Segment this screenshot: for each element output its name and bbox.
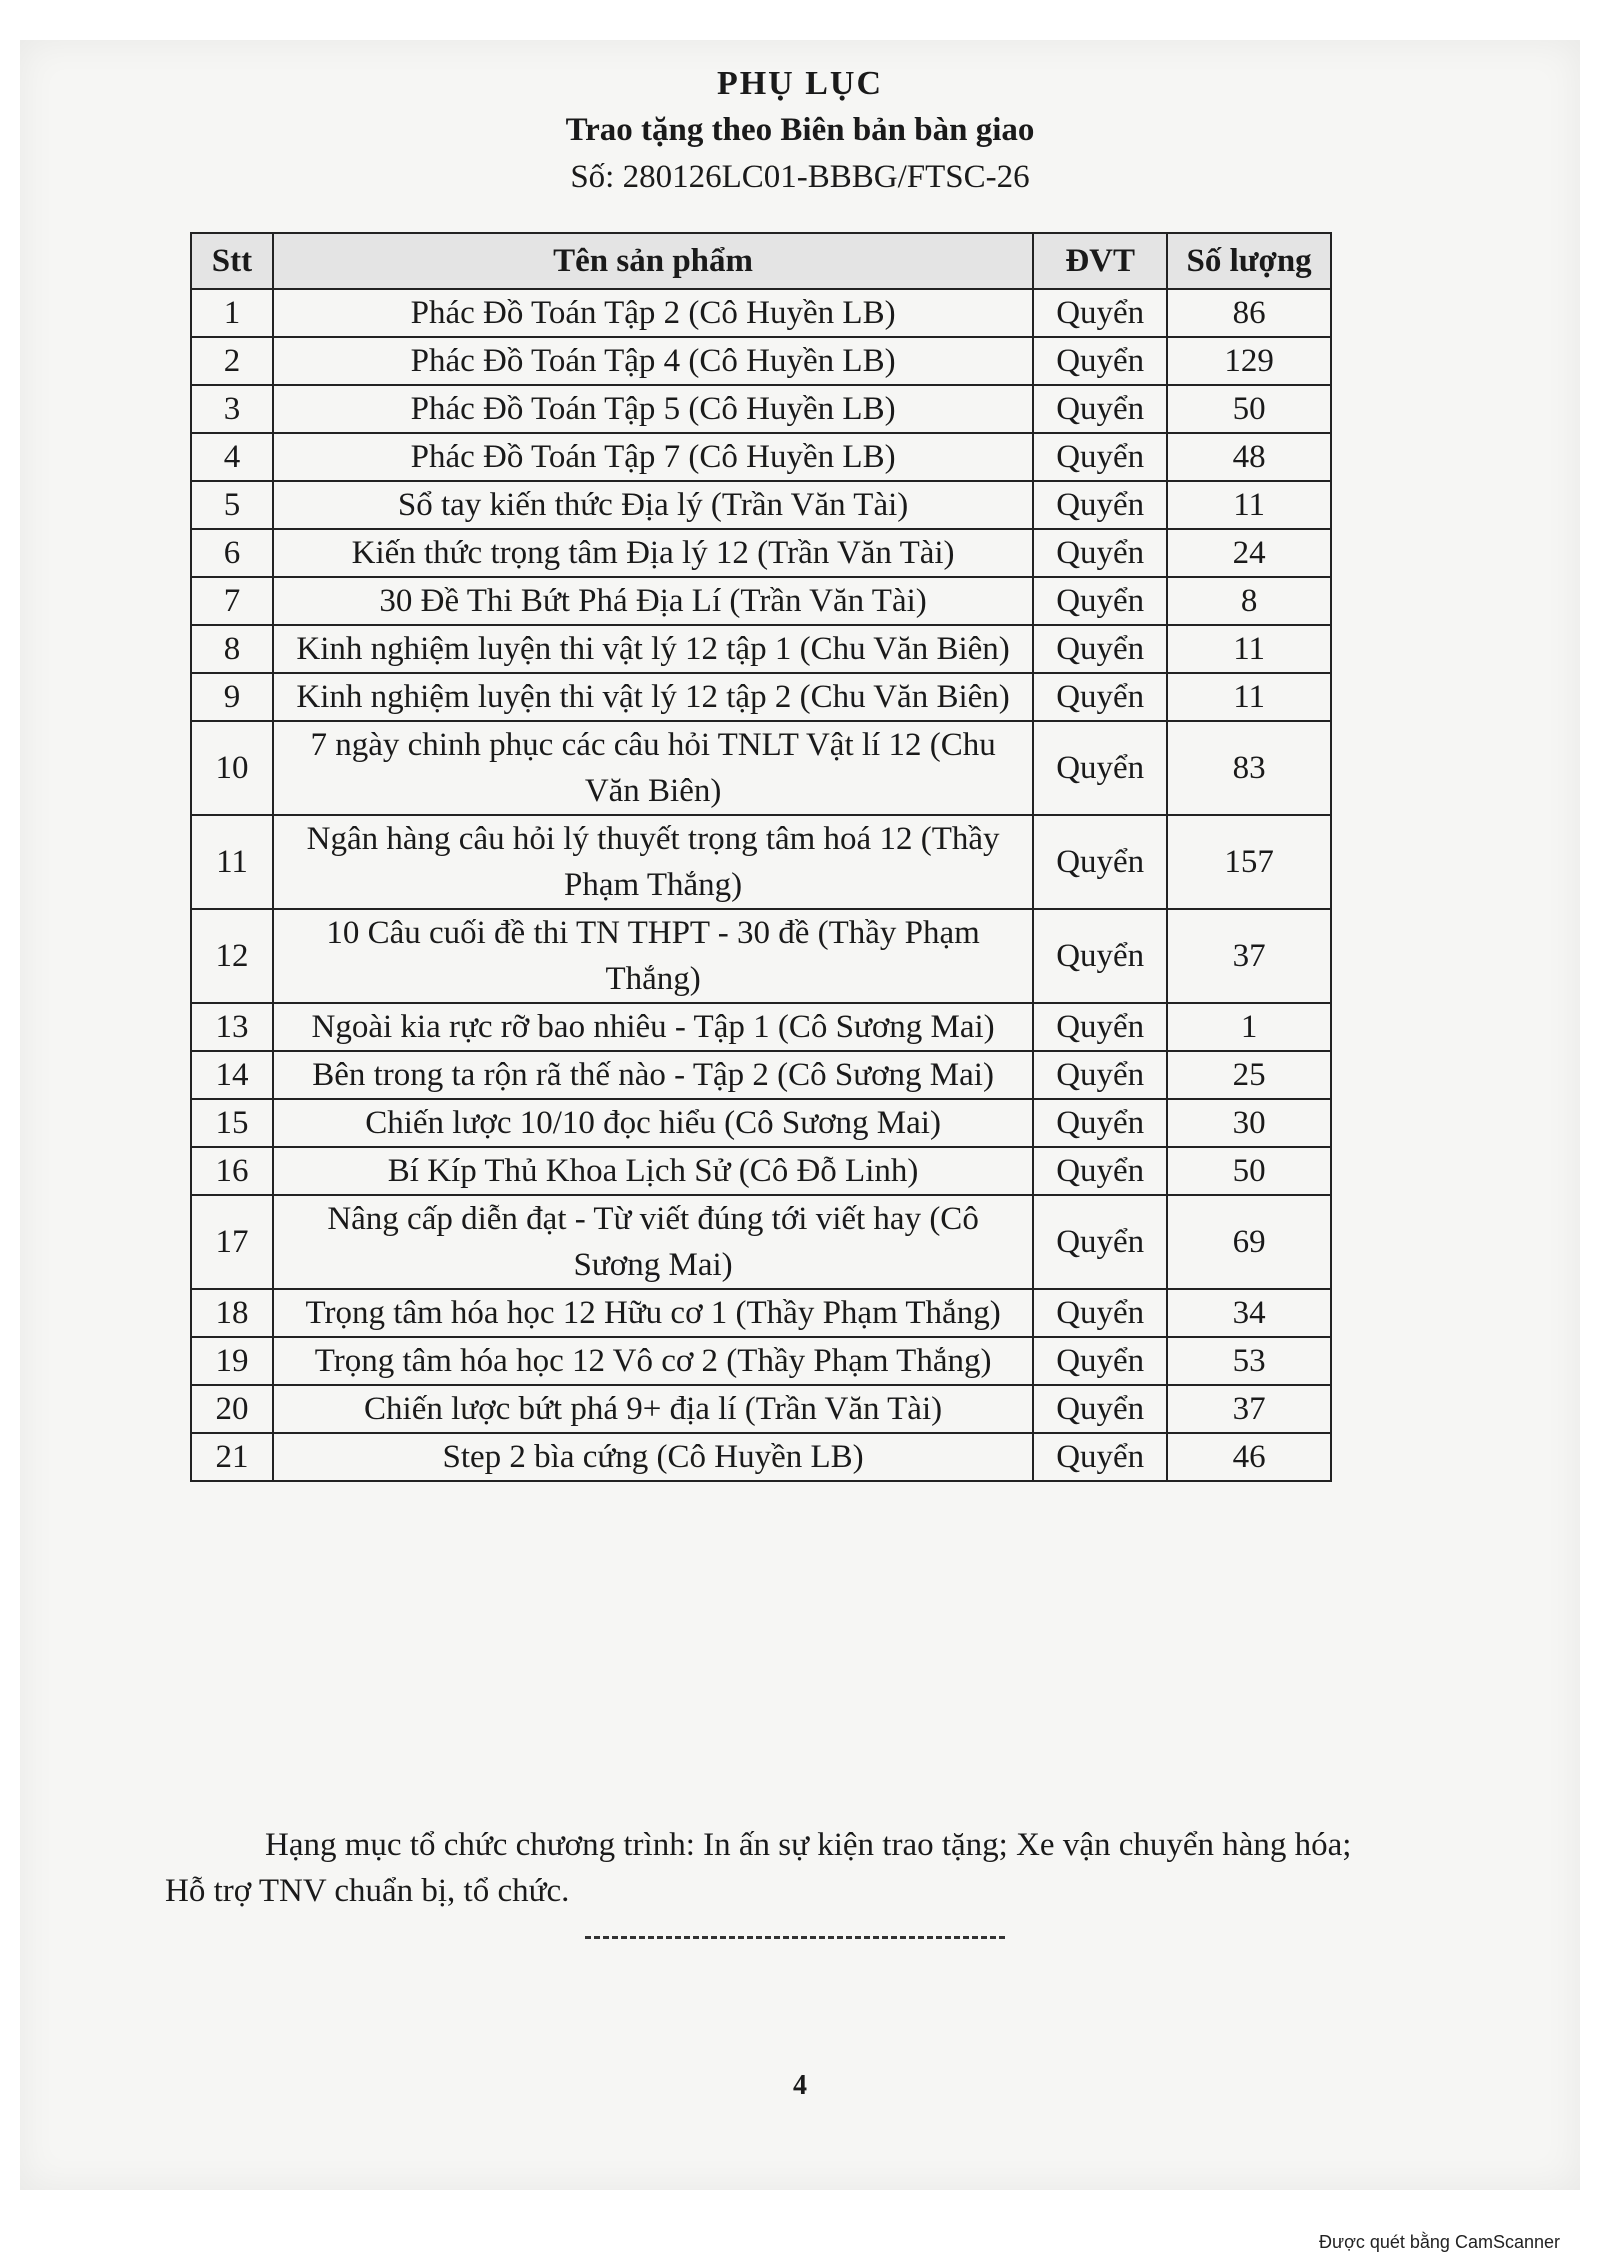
header-unit: ĐVT xyxy=(1033,233,1167,289)
cell-product-name: Trọng tâm hóa học 12 Vô cơ 2 (Thầy Phạm Thắng) xyxy=(273,1337,1033,1385)
cell-stt: 19 xyxy=(191,1337,273,1385)
cell-product-name: Trọng tâm hóa học 12 Hữu cơ 1 (Thầy Phạm Thắng) xyxy=(273,1289,1033,1337)
cell-product-name: Bí Kíp Thủ Khoa Lịch Sử (Cô Đỗ Linh) xyxy=(273,1147,1033,1195)
cell-stt: 11 xyxy=(191,815,273,909)
cell-unit: Quyển xyxy=(1033,1385,1167,1433)
table-row xyxy=(191,909,1331,1003)
table-row xyxy=(191,385,1331,433)
cell-unit: Quyển xyxy=(1033,721,1167,815)
page-number: 4 xyxy=(793,2070,807,2101)
scanner-watermark: Được quét bằng CamScanner xyxy=(1319,2232,1560,2252)
table-row xyxy=(191,529,1331,577)
cell-unit: Quyển xyxy=(1033,909,1167,1003)
table-row xyxy=(191,625,1331,673)
cell-unit: Quyển xyxy=(1033,1337,1167,1385)
cell-unit: Quyển xyxy=(1033,1051,1167,1099)
table-row xyxy=(191,1337,1331,1385)
table-row xyxy=(191,1289,1331,1337)
cell-quantity: 69 xyxy=(1167,1195,1331,1289)
cell-stt: 20 xyxy=(191,1385,273,1433)
document-number: Số: 280126LC01-BBBG/FTSC-26 xyxy=(570,159,1030,195)
product-table xyxy=(190,232,1332,1482)
cell-stt: 10 xyxy=(191,721,273,815)
table-row xyxy=(191,481,1331,529)
cell-product-name: Ngoài kia rực rỡ bao nhiêu - Tập 1 (Cô Sương Mai) xyxy=(273,1003,1033,1051)
cell-product-name: Chiến lược bứt phá 9+ địa lí (Trần Văn Tài) xyxy=(273,1385,1033,1433)
cell-product-name: Bên trong ta rộn rã thế nào - Tập 2 (Cô Sương Mai) xyxy=(273,1051,1033,1099)
table-row xyxy=(191,721,1331,815)
cell-product-name: Phác Đồ Toán Tập 4 (Cô Huyền LB) xyxy=(273,337,1033,385)
header-stt: Stt xyxy=(191,233,273,289)
cell-product-name: Ngân hàng câu hỏi lý thuyết trọng tâm hoá 12 (Thầy Phạm Thắng) xyxy=(273,815,1033,909)
cell-product-name: Kinh nghiệm luyện thi vật lý 12 tập 2 (Chu Văn Biên) xyxy=(273,673,1033,721)
cell-stt: 4 xyxy=(191,433,273,481)
cell-stt: 18 xyxy=(191,1289,273,1337)
table-row xyxy=(191,1433,1331,1481)
cell-unit: Quyển xyxy=(1033,1195,1167,1289)
cell-stt: 1 xyxy=(191,289,273,337)
cell-unit: Quyển xyxy=(1033,1003,1167,1051)
table-header-row xyxy=(191,233,1331,289)
cell-quantity: 11 xyxy=(1167,673,1331,721)
cell-stt: 16 xyxy=(191,1147,273,1195)
cell-stt: 9 xyxy=(191,673,273,721)
cell-quantity: 34 xyxy=(1167,1289,1331,1337)
cell-product-name: Step 2 bìa cứng (Cô Huyền LB) xyxy=(273,1433,1033,1481)
cell-product-name: Phác Đồ Toán Tập 5 (Cô Huyền LB) xyxy=(273,385,1033,433)
cell-quantity: 30 xyxy=(1167,1099,1331,1147)
cell-product-name: Sổ tay kiến thức Địa lý (Trần Văn Tài) xyxy=(273,481,1033,529)
table-body xyxy=(191,289,1331,1481)
cell-quantity: 37 xyxy=(1167,909,1331,1003)
cell-product-name: Kiến thức trọng tâm Địa lý 12 (Trần Văn Tài) xyxy=(273,529,1033,577)
cell-unit: Quyển xyxy=(1033,815,1167,909)
document-subtitle: Trao tặng theo Biên bản bàn giao xyxy=(565,112,1035,148)
cell-quantity: 48 xyxy=(1167,433,1331,481)
cell-stt: 5 xyxy=(191,481,273,529)
cell-quantity: 25 xyxy=(1167,1051,1331,1099)
cell-unit: Quyển xyxy=(1033,433,1167,481)
cell-quantity: 46 xyxy=(1167,1433,1331,1481)
cell-stt: 21 xyxy=(191,1433,273,1481)
program-note: Hạng mục tổ chức chương trình: In ấn sự kiện trao tặng; Xe vận chuyển hàng hóa; Hỗ trợ TNV chuẩn bị, tổ chức. xyxy=(165,1827,1352,1909)
cell-quantity: 50 xyxy=(1167,1147,1331,1195)
cell-unit: Quyển xyxy=(1033,529,1167,577)
table-row xyxy=(191,673,1331,721)
cell-quantity: 1 xyxy=(1167,1003,1331,1051)
cell-product-name: Phác Đồ Toán Tập 2 (Cô Huyền LB) xyxy=(273,289,1033,337)
cell-stt: 15 xyxy=(191,1099,273,1147)
cell-stt: 2 xyxy=(191,337,273,385)
cell-quantity: 8 xyxy=(1167,577,1331,625)
table-row xyxy=(191,1003,1331,1051)
cell-stt: 17 xyxy=(191,1195,273,1289)
cell-stt: 13 xyxy=(191,1003,273,1051)
cell-quantity: 157 xyxy=(1167,815,1331,909)
dashed-divider xyxy=(585,1936,1005,1939)
table-row xyxy=(191,1385,1331,1433)
table-row xyxy=(191,433,1331,481)
cell-unit: Quyển xyxy=(1033,1147,1167,1195)
cell-quantity: 50 xyxy=(1167,385,1331,433)
cell-product-name: 30 Đề Thi Bứt Phá Địa Lí (Trần Văn Tài) xyxy=(273,577,1033,625)
document-header xyxy=(0,62,1600,200)
cell-unit: Quyển xyxy=(1033,481,1167,529)
cell-product-name: 7 ngày chinh phục các câu hỏi TNLT Vật lí 12 (Chu Văn Biên) xyxy=(273,721,1033,815)
cell-unit: Quyển xyxy=(1033,673,1167,721)
cell-product-name: Nâng cấp diễn đạt - Từ viết đúng tới viết hay (Cô Sương Mai) xyxy=(273,1195,1033,1289)
cell-stt: 7 xyxy=(191,577,273,625)
table-row xyxy=(191,577,1331,625)
cell-unit: Quyển xyxy=(1033,1433,1167,1481)
cell-quantity: 86 xyxy=(1167,289,1331,337)
table-row xyxy=(191,1099,1331,1147)
table-row xyxy=(191,1147,1331,1195)
table-row xyxy=(191,289,1331,337)
table-row xyxy=(191,1195,1331,1289)
cell-quantity: 37 xyxy=(1167,1385,1331,1433)
cell-product-name: Phác Đồ Toán Tập 7 (Cô Huyền LB) xyxy=(273,433,1033,481)
cell-unit: Quyển xyxy=(1033,337,1167,385)
cell-stt: 3 xyxy=(191,385,273,433)
cell-quantity: 11 xyxy=(1167,481,1331,529)
cell-unit: Quyển xyxy=(1033,1289,1167,1337)
table-row xyxy=(191,1051,1331,1099)
cell-product-name: 10 Câu cuối đề thi TN THPT - 30 đề (Thầy Phạm Thắng) xyxy=(273,909,1033,1003)
cell-unit: Quyển xyxy=(1033,1099,1167,1147)
cell-quantity: 53 xyxy=(1167,1337,1331,1385)
cell-quantity: 24 xyxy=(1167,529,1331,577)
cell-product-name: Kinh nghiệm luyện thi vật lý 12 tập 1 (Chu Văn Biên) xyxy=(273,625,1033,673)
cell-stt: 12 xyxy=(191,909,273,1003)
cell-unit: Quyển xyxy=(1033,385,1167,433)
header-quantity: Số lượng xyxy=(1167,233,1331,289)
cell-stt: 8 xyxy=(191,625,273,673)
table-row xyxy=(191,337,1331,385)
cell-stt: 14 xyxy=(191,1051,273,1099)
cell-unit: Quyển xyxy=(1033,577,1167,625)
cell-unit: Quyển xyxy=(1033,625,1167,673)
cell-quantity: 83 xyxy=(1167,721,1331,815)
cell-stt: 6 xyxy=(191,529,273,577)
cell-unit: Quyển xyxy=(1033,289,1167,337)
cell-product-name: Chiến lược 10/10 đọc hiểu (Cô Sương Mai) xyxy=(273,1099,1033,1147)
header-product-name: Tên sản phẩm xyxy=(273,233,1033,289)
cell-quantity: 11 xyxy=(1167,625,1331,673)
document-title: PHỤ LỤC xyxy=(716,65,884,102)
cell-quantity: 129 xyxy=(1167,337,1331,385)
table-row xyxy=(191,815,1331,909)
